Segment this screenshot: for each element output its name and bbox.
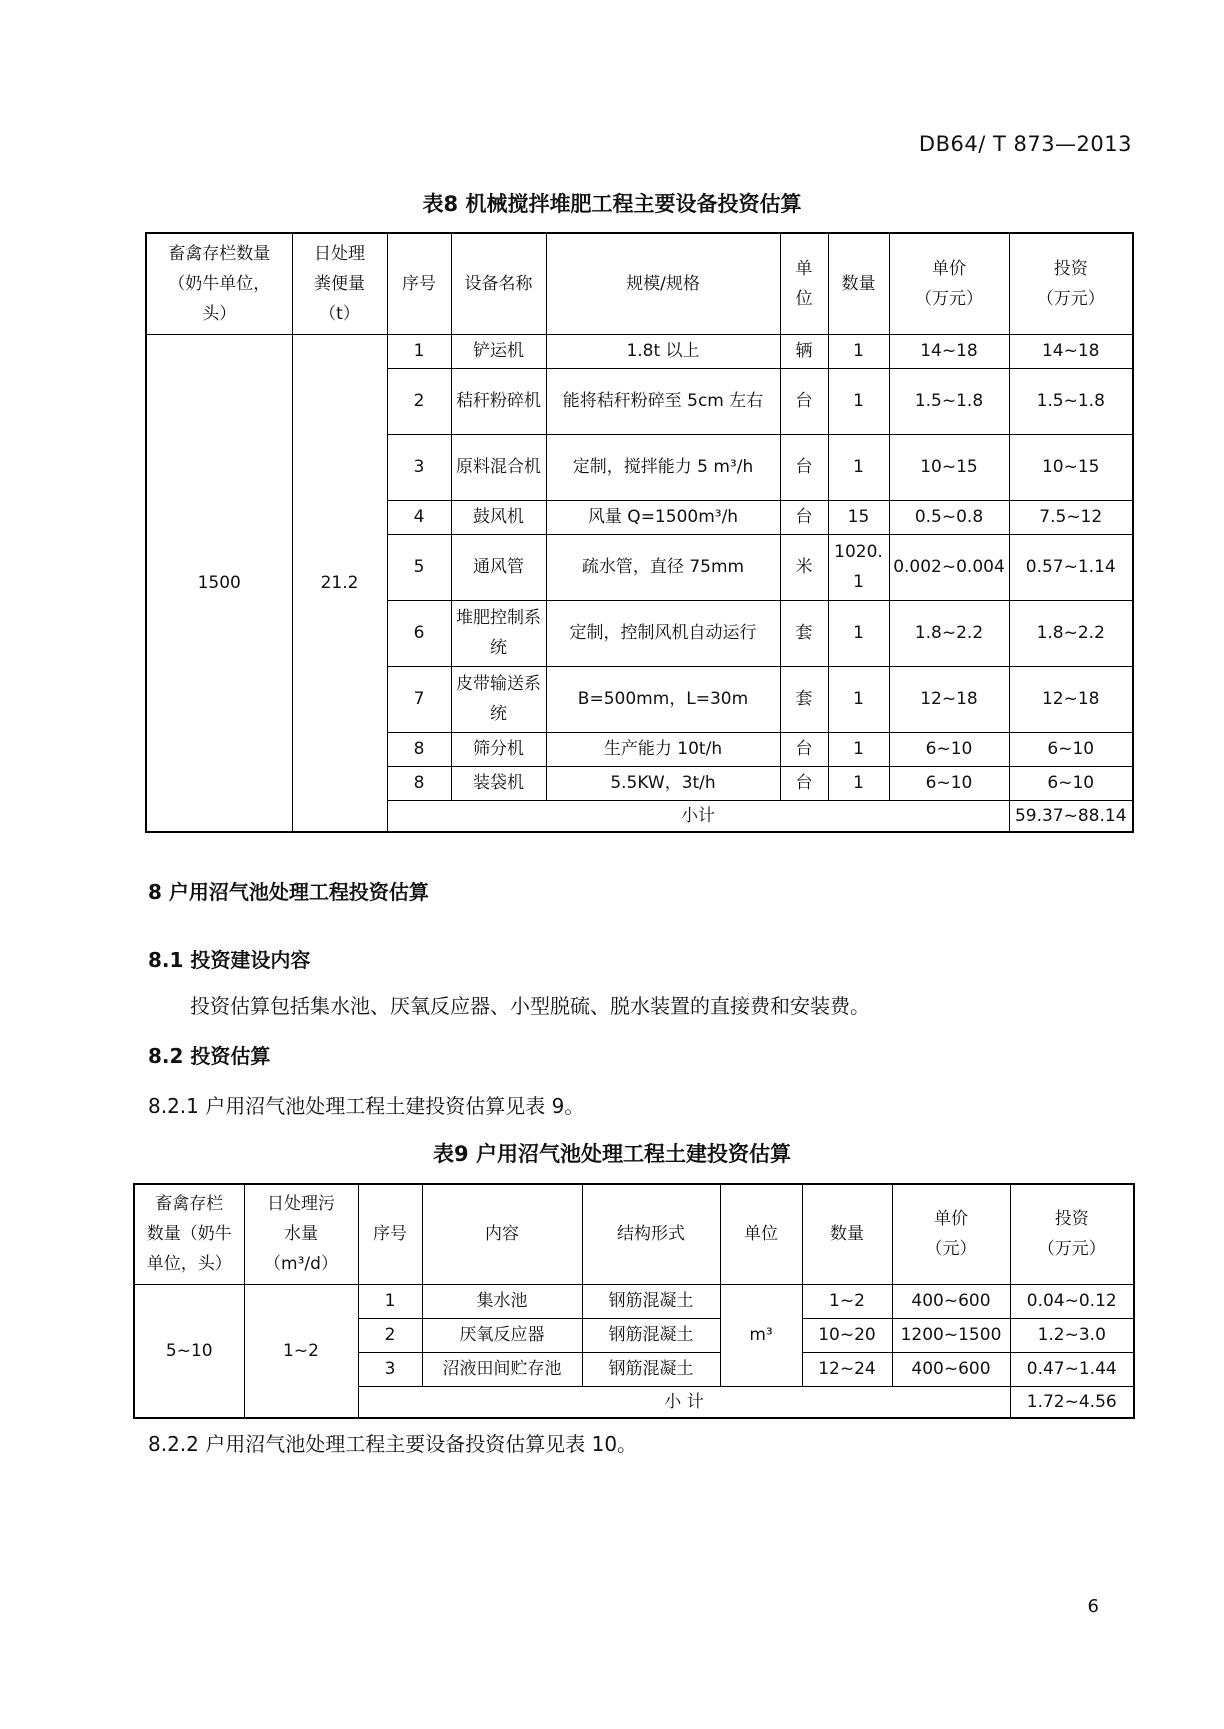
cell-seq: 8 [387,732,451,766]
table8-livestock-value: 1500 [146,334,292,832]
table9-caption: 表9 户用沼气池处理工程土建投资估算 [433,1142,791,1166]
section-8-1-text: 投资估算包括集水池、厌氧反应器、小型脱硫、脱水装置的直接费和安装费。 [190,994,870,1018]
cell-qty: 1 [828,434,889,500]
cell-name: 通风管 [451,534,546,600]
table9-header-price: 单价 （元） [892,1184,1010,1284]
cell-price: 400~600 [892,1352,1010,1386]
cell-unit: 辆 [780,334,828,368]
table8-daily-value: 21.2 [292,334,387,832]
table8-header-qty: 数量 [828,233,889,334]
cell-name: 皮带输送系统 [451,666,546,732]
cell-seq: 7 [387,666,451,732]
cell-content: 厌氧反应器 [422,1318,582,1352]
cell-spec: 5.5KW，3t/h [546,766,780,800]
section-8-title: 8 户用沼气池处理工程投资估算 [148,880,429,904]
cell-seq: 3 [387,434,451,500]
table-row [134,1284,1134,1318]
cell-spec: 能将秸秆粉碎至 5cm 左右 [546,368,780,434]
cell-name: 筛分机 [451,732,546,766]
table8-header-unit: 单 位 [780,233,828,334]
table8-header-row [146,233,1133,334]
cell-price: 10~15 [889,434,1009,500]
cell-structure: 钢筋混凝土 [582,1318,720,1352]
table9-livestock-value: 5~10 [134,1284,244,1418]
cell-invest: 0.47~1.44 [1010,1352,1134,1386]
cell-invest: 0.57~1.14 [1009,534,1133,600]
cell-spec: 生产能力 10t/h [546,732,780,766]
table9-daily-value: 1~2 [244,1284,358,1418]
section-8-2-2-text: 8.2.2 户用沼气池处理工程主要设备投资估算见表 10。 [148,1432,638,1456]
cell-invest: 0.04~0.12 [1010,1284,1134,1318]
cell-qty: 15 [828,500,889,534]
table8-header-seq: 序号 [387,233,451,334]
cell-spec: B=500mm，L=30m [546,666,780,732]
cell-seq: 6 [387,600,451,666]
cell-qty: 1 [828,334,889,368]
cell-unit: 台 [780,368,828,434]
cell-unit: 台 [780,500,828,534]
cell-name: 装袋机 [451,766,546,800]
cell-qty: 1~2 [802,1284,892,1318]
cell-qty: 1 [828,766,889,800]
table8-header-price: 单价 （万元） [889,233,1009,334]
cell-name: 堆肥控制系统 [451,600,546,666]
table9 [133,1183,1135,1419]
cell-unit: 套 [780,600,828,666]
cell-structure: 钢筋混凝土 [582,1352,720,1386]
cell-spec: 1.8t 以上 [546,334,780,368]
cell-seq: 2 [387,368,451,434]
cell-seq: 3 [358,1352,422,1386]
cell-invest: 12~18 [1009,666,1133,732]
cell-price: 0.5~0.8 [889,500,1009,534]
section-8-1-title: 8.1 投资建设内容 [148,948,311,972]
cell-qty: 1020.1 [828,534,889,600]
table9-header-qty: 数量 [802,1184,892,1284]
cell-price: 6~10 [889,766,1009,800]
table8 [145,232,1134,833]
cell-invest: 6~10 [1009,766,1133,800]
cell-invest: 1.2~3.0 [1010,1318,1134,1352]
table8-subtotal-label: 小计 [387,800,1009,832]
table9-header-daily: 日处理污 水量 （m³/d） [244,1184,358,1284]
cell-price: 14~18 [889,334,1009,368]
section-8-2-title: 8.2 投资估算 [148,1044,271,1068]
cell-price: 400~600 [892,1284,1010,1318]
cell-name: 秸秆粉碎机 [451,368,546,434]
table8-header-spec: 规模/规格 [546,233,780,334]
table8-subtotal-value: 59.37~88.14 [1009,800,1133,832]
table9-subtotal-value: 1.72~4.56 [1010,1386,1134,1418]
cell-price: 1200~1500 [892,1318,1010,1352]
page-number: 6 [1087,1596,1099,1617]
cell-spec: 疏水管，直径 75mm [546,534,780,600]
cell-qty: 1 [828,732,889,766]
cell-unit: 套 [780,666,828,732]
table-row [146,334,1133,368]
cell-seq: 8 [387,766,451,800]
cell-spec: 定制，搅拌能力 5 m³/h [546,434,780,500]
cell-price: 0.002~0.004 [889,534,1009,600]
cell-price: 1.5~1.8 [889,368,1009,434]
cell-unit: 台 [780,732,828,766]
table9-unit-value: m³ [720,1284,802,1386]
cell-invest: 14~18 [1009,334,1133,368]
cell-name: 铲运机 [451,334,546,368]
table8-header-daily: 日处理 粪便量 （t） [292,233,387,334]
cell-invest: 1.8~2.2 [1009,600,1133,666]
cell-qty: 1 [828,600,889,666]
cell-content: 集水池 [422,1284,582,1318]
cell-spec: 定制，控制风机自动运行 [546,600,780,666]
cell-name: 鼓风机 [451,500,546,534]
cell-price: 6~10 [889,732,1009,766]
cell-name: 原料混合机 [451,434,546,500]
table9-header-structure: 结构形式 [582,1184,720,1284]
table8-header-name: 设备名称 [451,233,546,334]
cell-spec: 风量 Q=1500m³/h [546,500,780,534]
cell-unit: 台 [780,434,828,500]
cell-qty: 1 [828,368,889,434]
cell-seq: 2 [358,1318,422,1352]
table9-header-content: 内容 [422,1184,582,1284]
table8-caption: 表8 机械搅拌堆肥工程主要设备投资估算 [422,192,802,216]
cell-seq: 1 [387,334,451,368]
cell-unit: 台 [780,766,828,800]
cell-price: 1.8~2.2 [889,600,1009,666]
cell-price: 12~18 [889,666,1009,732]
cell-invest: 6~10 [1009,732,1133,766]
cell-qty: 12~24 [802,1352,892,1386]
cell-qty: 10~20 [802,1318,892,1352]
table9-header-invest: 投资 （万元） [1010,1184,1134,1284]
cell-seq: 1 [358,1284,422,1318]
table9-header-seq: 序号 [358,1184,422,1284]
table9-header-row [134,1184,1134,1284]
cell-invest: 1.5~1.8 [1009,368,1133,434]
cell-seq: 5 [387,534,451,600]
cell-invest: 7.5~12 [1009,500,1133,534]
cell-invest: 10~15 [1009,434,1133,500]
section-8-2-1-text: 8.2.1 户用沼气池处理工程土建投资估算见表 9。 [148,1094,585,1118]
cell-unit: 米 [780,534,828,600]
cell-structure: 钢筋混凝土 [582,1284,720,1318]
table8-header-livestock: 畜禽存栏数量 （奶牛单位， 头） [146,233,292,334]
table9-subtotal-label: 小 计 [358,1386,1010,1418]
table9-header-livestock: 畜禽存栏 数量（奶牛 单位，头） [134,1184,244,1284]
table9-header-unit: 单位 [720,1184,802,1284]
standard-code: DB64/ T 873—2013 [918,132,1132,156]
table8-header-invest: 投资 （万元） [1009,233,1133,334]
cell-content: 沼液田间贮存池 [422,1352,582,1386]
cell-qty: 1 [828,666,889,732]
cell-seq: 4 [387,500,451,534]
